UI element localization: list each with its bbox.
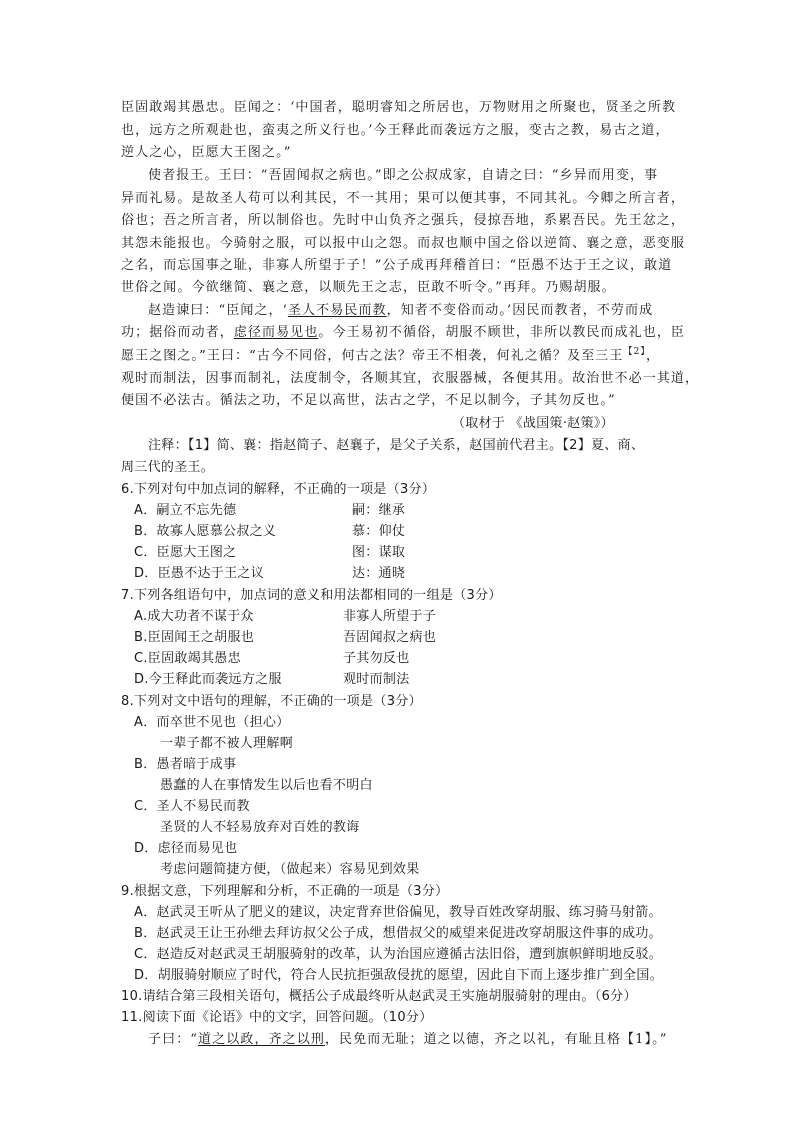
option-translation: 愚蠢的人在事情发生以后也看不明白 <box>160 778 373 793</box>
option-text: D．虑径而易见也 <box>134 841 238 856</box>
option-text: D．臣愚不达于王之议 <box>134 566 265 581</box>
option-text: 吾固闻叔之病也 <box>343 630 437 645</box>
underlined-phrase: 圣人不易民而教 <box>287 303 387 318</box>
option-text: B.臣固闻王之胡服也 <box>134 630 255 645</box>
option-gloss: 嗣：继承 <box>352 503 406 518</box>
option-text: 非寡人所望于子 <box>343 609 437 624</box>
question-stem: 6.下列对句中加点词的解释，不正确的一项是（3分） <box>121 482 436 497</box>
option-translation: 考虑问题简捷方便，（做起来）容易见到效果 <box>160 862 420 877</box>
option-text: C.臣固敢竭其愚忠 <box>134 651 241 666</box>
question-stem: 10.请结合第三段相关语句，概括公子成最终听从赵武灵王实施胡服骑射的理由。（6分） <box>121 989 637 1004</box>
option-gloss: 图：谋取 <box>352 545 406 560</box>
option-text: 观时而制法 <box>343 672 410 687</box>
passage-line: 愿王之图之。”王曰：“古今不同俗，何古之法？帝王不相袭，何礼之循？及至三王$^{【2】}$， <box>121 347 661 364</box>
passage-line: 俗也；吾之所言者，所以制俗也。先时中山负齐之强兵，侵掠吾地，系累吾民。先王忿之， <box>121 213 686 228</box>
passage-line: 便国不必法古。循法之功，不足以高世，法古之学，不足以制今，子其勿反也。” <box>121 393 616 408</box>
passage-line: 臣固敢竭其愚忠。臣闻之：‘中国者，聪明睿知之所居也，万物财用之所聚也，贤圣之所教 <box>121 100 677 115</box>
passage-line: 世俗之闻。今欲继简、襄之意，以顺先王之志，臣敢不听令。”再拜。乃赐胡服。 <box>121 280 616 295</box>
underlined-phrase: 虑径而易见也 <box>233 325 319 340</box>
option-text: B．赵武灵王让王孙绁去拜访叔父公子成，想借叔父的威望来促进改穿胡服这件事的成功。 <box>134 926 662 941</box>
option-text: B．故寡人愿慕公叔之义 <box>134 524 277 539</box>
passage-line: 逆人之心，臣愿大王图之。” <box>121 145 292 160</box>
passage-line: 功；据俗而动者，虑径而易见也。今王易初不循俗，胡服不顾世，非所以教民而成礼也，臣 <box>121 325 686 340</box>
quote-line: 子曰：“道之以政，齐之以刑，民免而无耻；道之以德，齐之以礼，有耻且格【1】。” <box>148 1032 668 1047</box>
question-stem: 9.根据文意，下列理解和分析，不正确的一项是（3分） <box>121 884 449 899</box>
option-text: B．愚者暗于成事 <box>134 757 237 772</box>
passage-line: 其怨未能报也。今骑射之服，可以报中山之怨。而叔也顺中国之俗以逆简、襄之意，恶变服 <box>121 236 686 251</box>
question-stem: 11.阅读下面《论语》中的文字，回答问题。（10分） <box>121 1010 433 1025</box>
passage-line: 观时而制法，因事而制礼，法度制令，各顺其宜，衣服器械，各便其用。故治世不必一其道， <box>121 371 700 386</box>
question-stem: 7.下列各组语句中，加点词的意义和用法都相同的一组是（3分） <box>121 588 502 603</box>
option-text: C．赵造反对赵武灵王胡服骑射的改革，认为治国应遵循古法旧俗，遭到旗帜鲜明地反驳。 <box>134 947 663 962</box>
option-text: A.成大功者不谋于众 <box>134 609 254 624</box>
option-text: C．圣人不易民而教 <box>134 799 250 814</box>
passage-line: 赵造谏曰：“臣闻之，‘圣人不易民而教，知者不变俗而动。’因民而教者，不劳而成 <box>148 303 654 318</box>
option-text: A．而卒世不见也（担心） <box>134 715 290 730</box>
question-stem: 8.下列对文中语句的理解，不正确的一项是（3分） <box>121 694 422 709</box>
option-gloss: 慕：仰仗 <box>352 524 406 539</box>
option-text: A．赵武灵王听从了肥义的建议，决定背弃世俗偏见，教导百姓改穿胡服、练习骑马射箭。 <box>134 905 662 920</box>
option-translation: 一辈子都不被人理解啊 <box>160 736 294 751</box>
option-text: 子其勿反也 <box>343 651 410 666</box>
footnote-marker: 【2】 <box>623 347 647 357</box>
passage-line: 异而礼易。是故圣人苟可以利其民，不一其用；果可以便其事，不同其礼。今卿之所言者， <box>121 191 686 206</box>
option-text: D．胡服骑射顺应了时代，符合人民抗拒强敌侵扰的愿望，因此自下而上逐步推广到全国。 <box>134 968 664 983</box>
notes-line: 注释：【1】简、襄：指赵简子、赵襄子，是父子关系，赵国前代君主。【2】夏、商、 <box>148 438 645 453</box>
option-text: A．嗣立不忘先德 <box>134 503 237 518</box>
option-translation: 圣贤的人不轻易放弃对百姓的教诲 <box>160 820 360 835</box>
option-gloss: 达：通晓 <box>352 566 406 581</box>
source-citation: （取材于 《战国策·赵策》） <box>452 416 614 431</box>
passage-line: 也，远方之所观赴也，蛮夷之所义行也。’今王释此而袭远方之服，变古之教，易古之道， <box>121 123 670 138</box>
passage-line: 之名，而忘国事之耻，非寡人所望于子！”公子成再拜稽首曰：“臣愚不达于王之议，敢道 <box>121 258 673 273</box>
option-text: D.今王释此而袭远方之服 <box>134 672 282 687</box>
underlined-phrase: 道之以政，齐之以刑 <box>198 1032 325 1047</box>
option-text: C．臣愿大王图之 <box>134 545 237 560</box>
passage-line: 使者报王。王曰：“吾固闻叔之病也。”即之公叔成家，自请之曰：“乡异而用变，事 <box>148 168 659 183</box>
notes-line: 周三代的圣王。 <box>121 460 215 475</box>
